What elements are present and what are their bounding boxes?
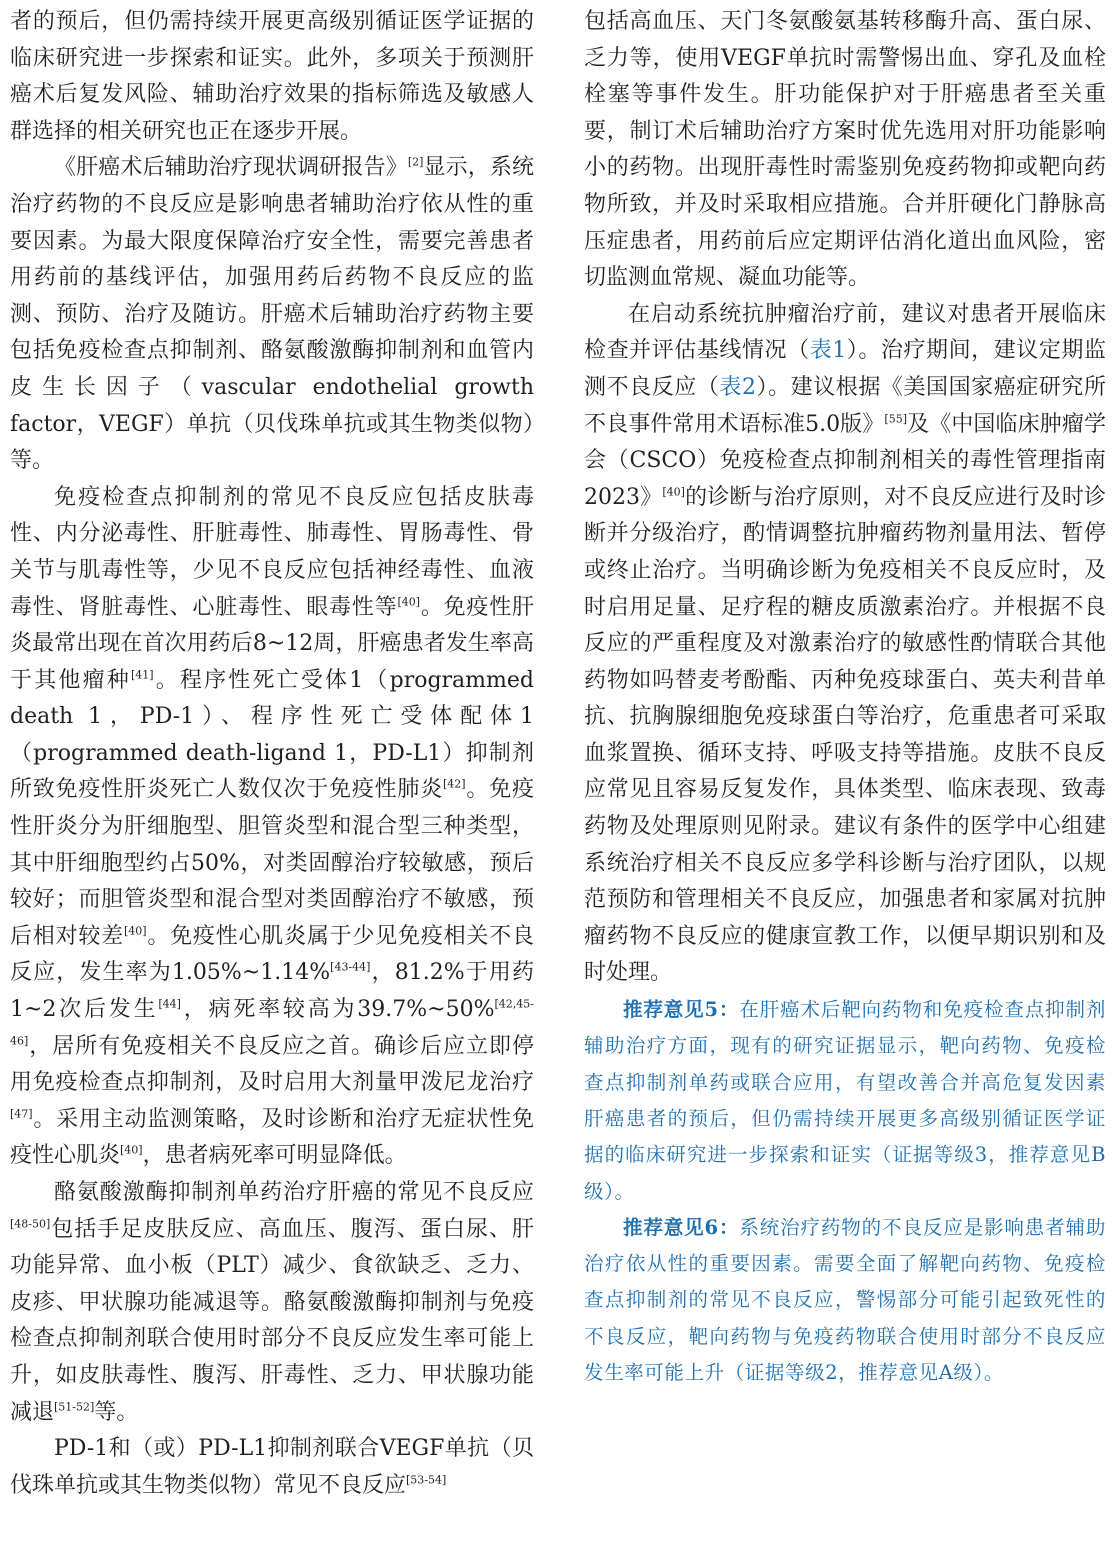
text: 在启动系统抗肿瘤治疗前，建议对患者开展临床检查并评估基线情况（ [584, 301, 1106, 364]
text: PD-1和（或）PD-L1抑制剂联合VEGF单抗（贝伐珠单抗或其生物类似物）常见不良反应 [10, 1436, 534, 1498]
citation[interactable]: [53-54] [406, 1473, 447, 1487]
citation[interactable]: [41] [130, 668, 154, 682]
text: 。程序性死亡受体1（programmed death 1，PD-1）、程序性死亡受体配体1（programmed death-ligand 1，PD-L1）抑制剂所致免疫性肝炎死亡人数仅次于免疫性肺炎 [10, 667, 534, 803]
citation[interactable]: [42] [443, 778, 466, 792]
paragraph-adverse-events: 包括高血压、天门冬氨酸氨基转移酶升高、蛋白尿、乏力等，使用VEGF单抗时需警惕出血、穿孔及血栓栓塞等事件发生。肝功能保护对于肝癌患者至关重要，制订术后辅助治疗方案时优先选用对肝功能影响小的药物。出现肝毒性时需鉴别免疫药物抑或靶向药物所致，并及时采取相应措施。合并肝硬化门静脉高压症患者，用药前后应定期评估消化道出血风险，密切监测血常规、凝血功能等。 [584, 9, 1106, 291]
citation[interactable]: [48-50] [10, 1217, 51, 1231]
citation[interactable]: [40] [397, 595, 421, 609]
text: 。免疫性心肌炎属于少见免疫相关不良反应，发生率为1.05%~1.14% [10, 923, 534, 986]
table-2-link[interactable]: 表2 [719, 374, 756, 400]
recommendation-5 [584, 992, 1106, 1210]
citation[interactable]: [43-44] [330, 961, 371, 975]
recommendation-6 [584, 1210, 1106, 1391]
text: ，病死率较高为39.7%~50% [180, 997, 495, 1023]
table-1-link[interactable]: 表1 [809, 338, 847, 364]
text: 。免疫性肝炎分为肝细胞型、胆管炎型和混合型三种类型，其中肝细胞型约占50%，对类固醇治疗较敏感，预后较好；而胆管炎型和混合型对类固醇治疗不敏感，预后相对较差 [10, 777, 534, 949]
text: ）。治疗期间，建议定期监测不良反应（ [584, 338, 1106, 400]
recommendation-5-title: 推荐意见5： [623, 998, 740, 1022]
text: 包括手足皮肤反应、高血压、腹泻、蛋白尿、肝功能异常、血小板（PLT）减少、食欲缺乏、乏力、皮疹、甲状腺功能减退等。酪氨酸激酶抑制剂与免疫检查点抑制剂联合使用时部分不良反应发生率可能上升，如皮肤毒性、腹泻、肝毒性、乏力、甲状腺功能减退 [10, 1216, 534, 1425]
recommendation-6-title: 推荐意见6： [623, 1215, 740, 1239]
paragraph-pd1-vegf [10, 1431, 534, 1504]
citation[interactable]: [2] [407, 156, 424, 170]
text: ，81.2%于用药1~2次后发生 [10, 960, 535, 1023]
text: 免疫检查点抑制剂的常见不良反应包括皮肤毒性、内分泌毒性、肝脏毒性、肺毒性、胃肠毒性、骨关节与肌毒性等，少见不良反应包括神经毒性、血液毒性、肾脏毒性、心脏毒性、眼毒性等 [10, 484, 534, 620]
citation[interactable]: [40] [123, 924, 147, 938]
citation[interactable]: [40] [662, 485, 685, 499]
citation[interactable]: [55] [884, 412, 907, 426]
paragraph-immune-checkpoint [10, 480, 534, 1175]
paragraph-prognosis: 者的预后，但仍需持续开展更高级别循证医学证据的临床研究进一步探索和证实。此外，多项关于预测肝癌术后复发风险、辅助治疗效果的指标筛选及敏感人群选择的相关研究也正在逐步开展。 [10, 9, 534, 144]
text: ，患者病死率可明显降低。 [142, 1143, 407, 1169]
paragraph-survey-report [10, 150, 534, 479]
text: 《肝癌术后辅助治疗现状调研报告》 [54, 155, 408, 181]
text: ，居所有免疫相关不良反应之首。确诊后应立即停用免疫检查点抑制剂，及时启用大剂量甲泼尼龙治疗 [10, 1033, 534, 1096]
text: 显示，系统治疗药物的不良反应是影响患者辅助治疗依从性的重要因素。为最大限度保障治疗安全性，需要完善患者用药前的基线评估，加强用药后药物不良反应的监测、预防、治疗及随访。肝癌术后辅助治疗药物主要包括免疫检查点抑制剂、酪氨酸激酶抑制剂和血管内皮生长因子（vascular endothelial growth factor，VEGF）单抗（贝伐珠单抗或其生物类似物）等。 [10, 155, 534, 474]
text: 及《中国临床肿瘤学会（CSCO）免疫检查点抑制剂相关的毒性管理指南2023》 [584, 411, 1106, 510]
citation[interactable]: [47] [10, 1107, 33, 1121]
right-column [584, 4, 1106, 1391]
citation[interactable]: [42,45-46] [10, 997, 534, 1048]
text: 酪氨酸激酶抑制剂单药治疗肝癌的常见不良反应 [54, 1180, 534, 1205]
text: ）。建议根据《美国国家癌症研究所不良事件常用术语标准5.0版》 [584, 374, 1106, 437]
left-column [10, 4, 534, 1504]
recommendation-5-text: 在肝癌术后靶向药物和免疫检查点抑制剂辅助治疗方面，现有的研究证据显示，靶向药物、免疫检查点抑制剂单药或联合应用，有望改善合并高危复发因素肝癌患者的预后，但仍需持续开展更多高级别循证医学证据的临床研究进一步探索和证实（证据等级3，推荐意见B级）。 [584, 998, 1106, 1203]
paragraph-tki [10, 1175, 534, 1431]
paragraph-baseline-monitoring [584, 297, 1106, 992]
citation[interactable]: [44] [158, 997, 181, 1011]
citation[interactable]: [40] [120, 1144, 143, 1158]
text: 等。 [94, 1399, 139, 1425]
text: 。免疫性肝炎最常出现在首次用药后8~12周，肝癌患者发生率高于其他瘤种 [10, 594, 534, 693]
citation[interactable]: [51-52] [54, 1400, 95, 1414]
text: 的诊断与治疗原则，对不良反应进行及时诊断并分级治疗，酌情调整抗肿瘤药物剂量用法、暂停或终止治疗。当明确诊断为免疫相关不良反应时，及时启用足量、足疗程的糖皮质激素治疗。并根据不良反应的严重程度及对激素治疗的敏感性酌情联合其他药物如吗替麦考酚酯、丙种免疫球蛋白、英夫利昔单抗、抗胸腺细胞免疫球蛋白等治疗，危重患者可采取血浆置换、循环支持、呼吸支持等措施。皮肤不良反应常见且容易反复发作，具体类型、临床表现、致毒药物及处理原则见附录。建议有条件的医学中心组建系统治疗相关不良反应多学科诊断与治疗团队，以规范预防和管理相关不良反应，加强患者和家属对抗肿瘤药物不良反应的健康宣教工作，以便早期识别和及时处理。 [584, 484, 1106, 986]
text: 。采用主动监测策略，及时诊断和治疗无症状性免疫性心肌炎 [10, 1106, 534, 1169]
recommendation-6-text: 系统治疗药物的不良反应是影响患者辅助治疗依从性的重要因素。需要全面了解靶向药物、免疫检查点抑制剂的常见不良反应，警惕部分可能引起致死性的不良反应，靶向药物与免疫药物联合使用时部分不良反应发生率可能上升（证据等级2，推荐意见A级）。 [584, 1215, 1106, 1384]
